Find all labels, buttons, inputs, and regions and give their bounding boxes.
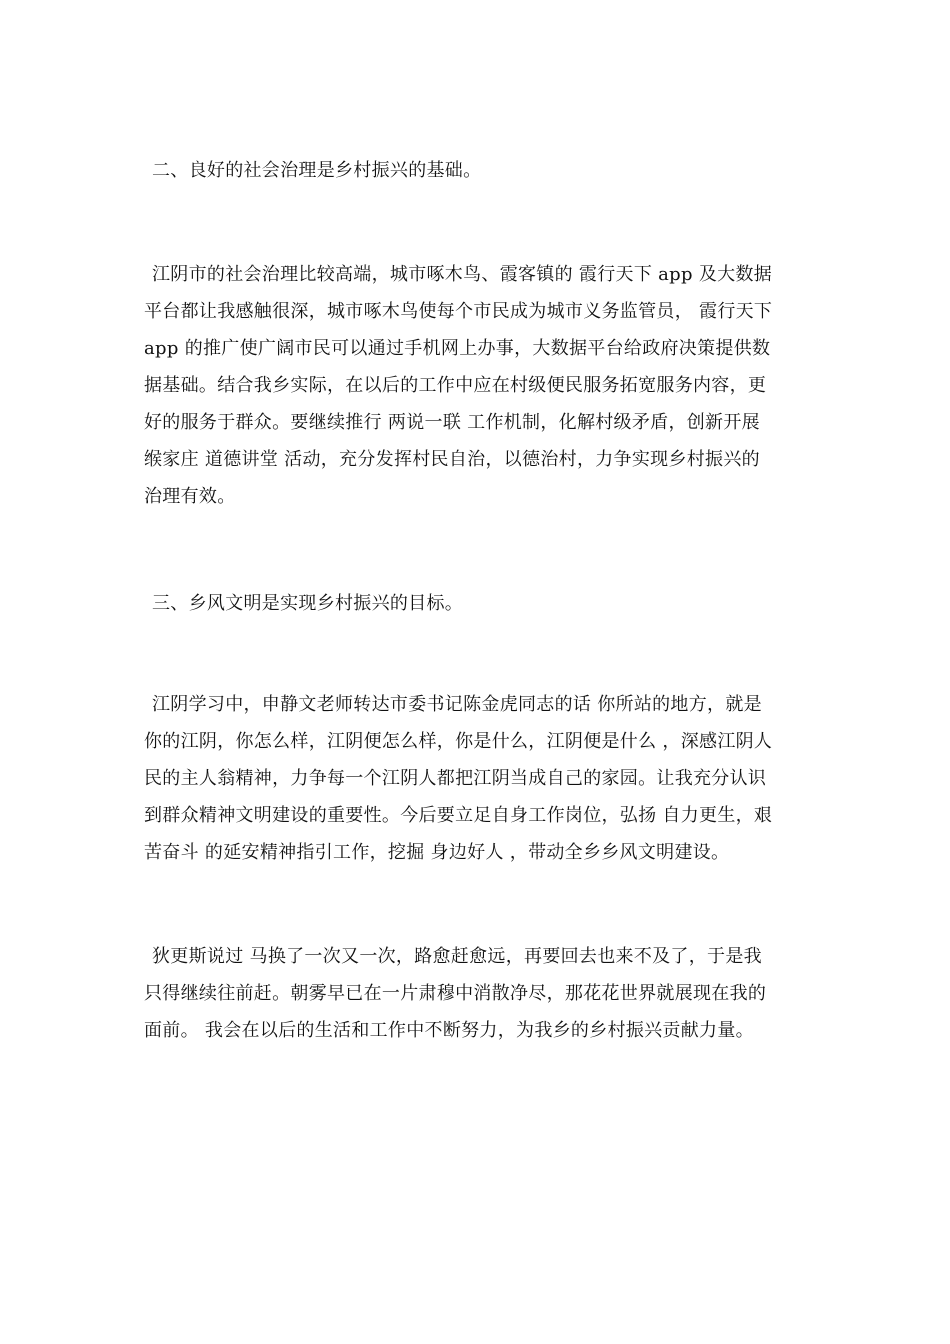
paragraph-line: 民的主人翁精神，力争每一个江阴人都把江阴当成自己的家园。让我充分认识 bbox=[144, 768, 767, 789]
paragraph-line: 只得继续往前赶。朝雾早已在一片肃穆中消散净尽，那花花世界就展现在我的 bbox=[144, 983, 767, 1004]
section-heading-3: 三、乡风文明是实现乡村振兴的目标。 bbox=[152, 593, 464, 614]
section-heading-2: 二、良好的社会治理是乡村振兴的基础。 bbox=[152, 160, 482, 181]
paragraph-line: 到群众精神文明建设的重要性。今后要立足自身工作岗位，弘扬 自力更生，艰 bbox=[144, 805, 773, 826]
paragraph-line: 江阴学习中，申静文老师转达市委书记陈金虎同志的话 你所站的地方，就是 bbox=[152, 694, 762, 715]
paragraph-line: 苦奋斗 的延安精神指引工作，挖掘 身边好人 ，带动全乡乡风文明建设。 bbox=[144, 842, 730, 863]
paragraph-line: app 的推广使广阔市民可以通过手机网上办事，大数据平台给政府决策提供数 bbox=[144, 338, 771, 359]
paragraph-line: 平台都让我感触很深，城市啄木鸟使每个市民成为城市义务监管员， 霞行天下 bbox=[144, 301, 773, 322]
paragraph-line: 治理有效。 bbox=[144, 486, 236, 507]
paragraph-line: 狄更斯说过 马换了一次又一次，路愈赶愈远，再要回去也来不及了，于是我 bbox=[152, 946, 762, 967]
paragraph-line: 江阴市的社会治理比较高端，城市啄木鸟、霞客镇的 霞行天下 app 及大数据 bbox=[152, 264, 773, 285]
paragraph-line: 面前。 我会在以后的生活和工作中不断努力，为我乡的乡村振兴贡献力量。 bbox=[144, 1020, 754, 1041]
paragraph-line: 你的江阴，你怎么样，江阴便怎么样，你是什么，江阴便是什么 ，深感江阴人 bbox=[144, 731, 773, 752]
paragraph-line: 好的服务于群众。要继续推行 两说一联 工作机制，化解村级矛盾，创新开展 bbox=[144, 412, 760, 433]
paragraph-line: 据基础。结合我乡实际，在以后的工作中应在村级便民服务拓宽服务内容，更 bbox=[144, 375, 767, 396]
paragraph-line: 缑家庄 道德讲堂 活动，充分发挥村民自治，以德治村，力争实现乡村振兴的 bbox=[144, 449, 760, 470]
